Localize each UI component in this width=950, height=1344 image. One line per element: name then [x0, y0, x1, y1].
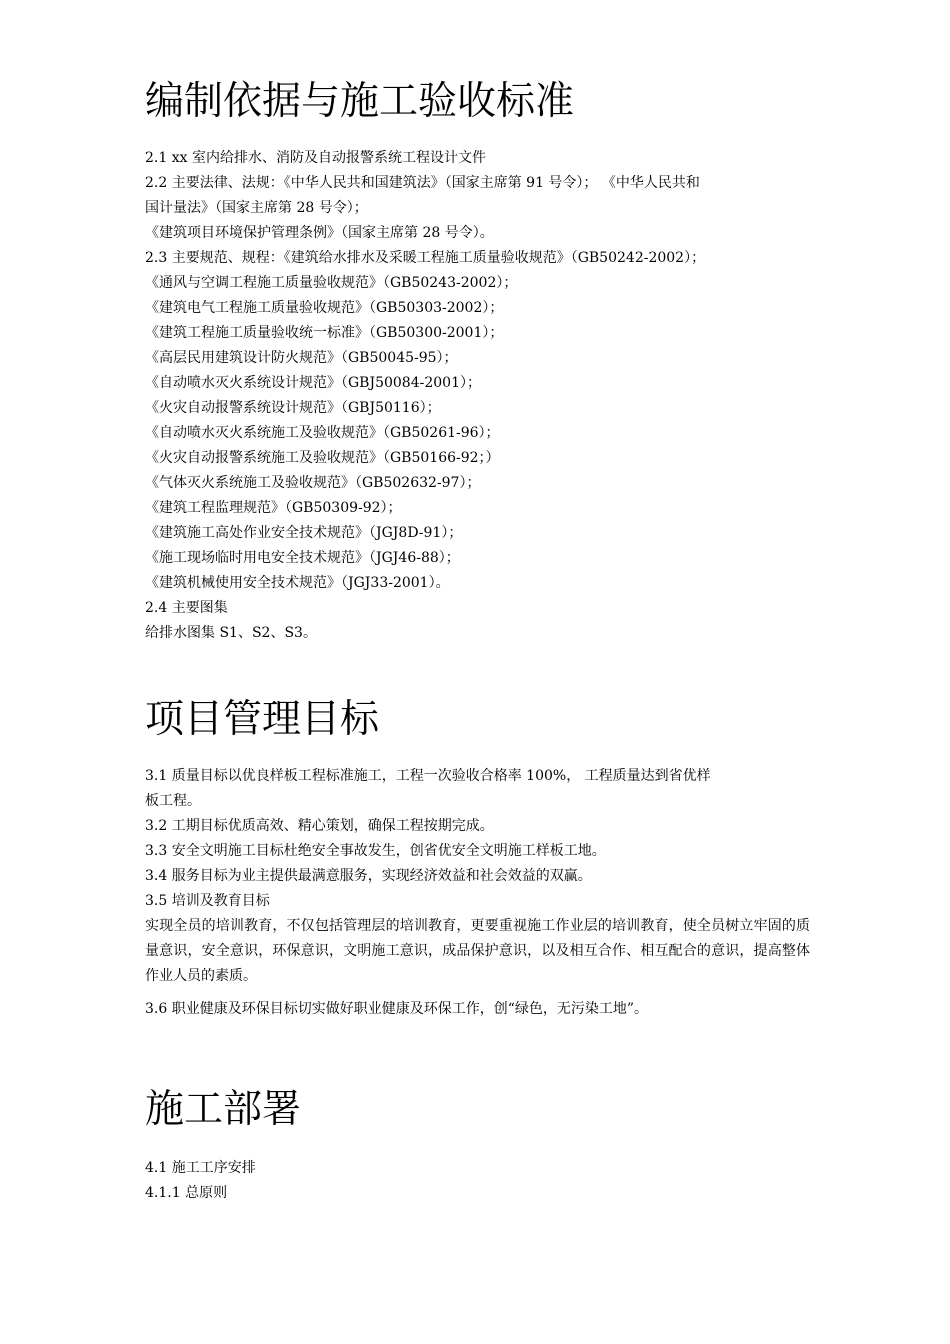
text-line: 《自动喷水灭火系统施工及验收规范》（GB50261-96）；	[145, 425, 500, 441]
paragraph-spacer	[145, 989, 810, 997]
text-line: 《建筑电气工程施工质量验收规范》（GB50303-2002）；	[145, 300, 504, 316]
section-body-deployment	[145, 1156, 810, 1206]
section-heading-basis: 编制依据与施工验收标准	[145, 79, 575, 124]
text-line: 《通风与空调工程施工质量验收规范》（GB50243-2002）；	[145, 275, 518, 291]
text-line: 2.3 主要规范、规程：《建筑给水排水及采暖工程施工质量验收规范》（GB50242-2002）；	[145, 250, 706, 266]
text-line: 《建筑工程监理规范》（GB50309-92）；	[145, 500, 402, 516]
text-line: 《火灾自动报警系统施工及验收规范》（GB50166-92；）	[145, 450, 500, 466]
text-line: 《高层民用建筑设计防火规范》（GB50045-95）；	[145, 350, 458, 366]
section-heading-deployment: 施工部署	[145, 1087, 302, 1132]
text-line: 《建筑工程施工质量验收统一标准》（GB50300-2001）；	[145, 325, 504, 341]
text-line: 《建筑机械使用安全技术规范》（JGJ33-2001）。	[145, 575, 450, 591]
section-body-basis	[145, 146, 810, 646]
text-line: 2.1 xx 室内给排水、消防及自动报警系统工程设计文件	[145, 150, 486, 166]
training-paragraph: 实现全员的培训教育，不仅包括管理层的培训教育，更要重视施工作业层的培训教育，使全员树立牢固的质量意识，安全意识，环保意识，文明施工意识，成品保护意识，以及相互合作、相互配合的意识，提高整体作业人员的素质。	[145, 918, 810, 984]
text-line: 《火灾自动报警系统设计规范》（GBJ50116）；	[145, 400, 441, 416]
text-line: 2.2 主要法律、法规：《中华人民共和国建筑法》（国家主席第 91 号令）； 《中华人民共和	[145, 175, 700, 191]
text-line: 3.3 安全文明施工目标杜绝安全事故发生，创省优安全文明施工样板工地。	[145, 843, 606, 859]
text-line: 《建筑项目环境保护管理条例》（国家主席第 28 号令）。	[145, 225, 494, 241]
section-body-goals	[145, 764, 810, 1022]
text-line: 《自动喷水灭火系统设计规范》（GBJ50084-2001）；	[145, 375, 481, 391]
text-line: 3.2 工期目标优质高效、精心策划，确保工程按期完成。	[145, 818, 494, 834]
text-line: 3.5 培训及教育目标	[145, 893, 270, 909]
text-line: 给排水图集 S1、S2、S3。	[145, 625, 317, 641]
text-line: 3.6 职业健康及环保目标切实做好职业健康及环保工作，创“绿色，无污染工地”。	[145, 1001, 649, 1017]
text-line: 3.1 质量目标以优良样板工程标准施工，工程一次验收合格率 100%， 工程质量达到省优样	[145, 768, 711, 784]
text-line: 国计量法》（国家主席第 28 号令）；	[145, 200, 368, 216]
text-line: 4.1.1 总原则	[145, 1185, 228, 1201]
section-heading-goals: 项目管理目标	[145, 697, 380, 742]
text-line: 2.4 主要图集	[145, 600, 228, 616]
text-line: 《施工现场临时用电安全技术规范》（JGJ46-88）；	[145, 550, 460, 566]
text-line: 板工程。	[145, 793, 201, 809]
text-line: 4.1 施工工序安排	[145, 1160, 256, 1176]
text-line: 3.4 服务目标为业主提供最满意服务，实现经济效益和社会效益的双赢。	[145, 868, 592, 884]
text-line: 《气体灭火系统施工及验收规范》（GB502632-97）；	[145, 475, 481, 491]
text-line: 《建筑施工高处作业安全技术规范》（JGJ8D-91）；	[145, 525, 463, 541]
